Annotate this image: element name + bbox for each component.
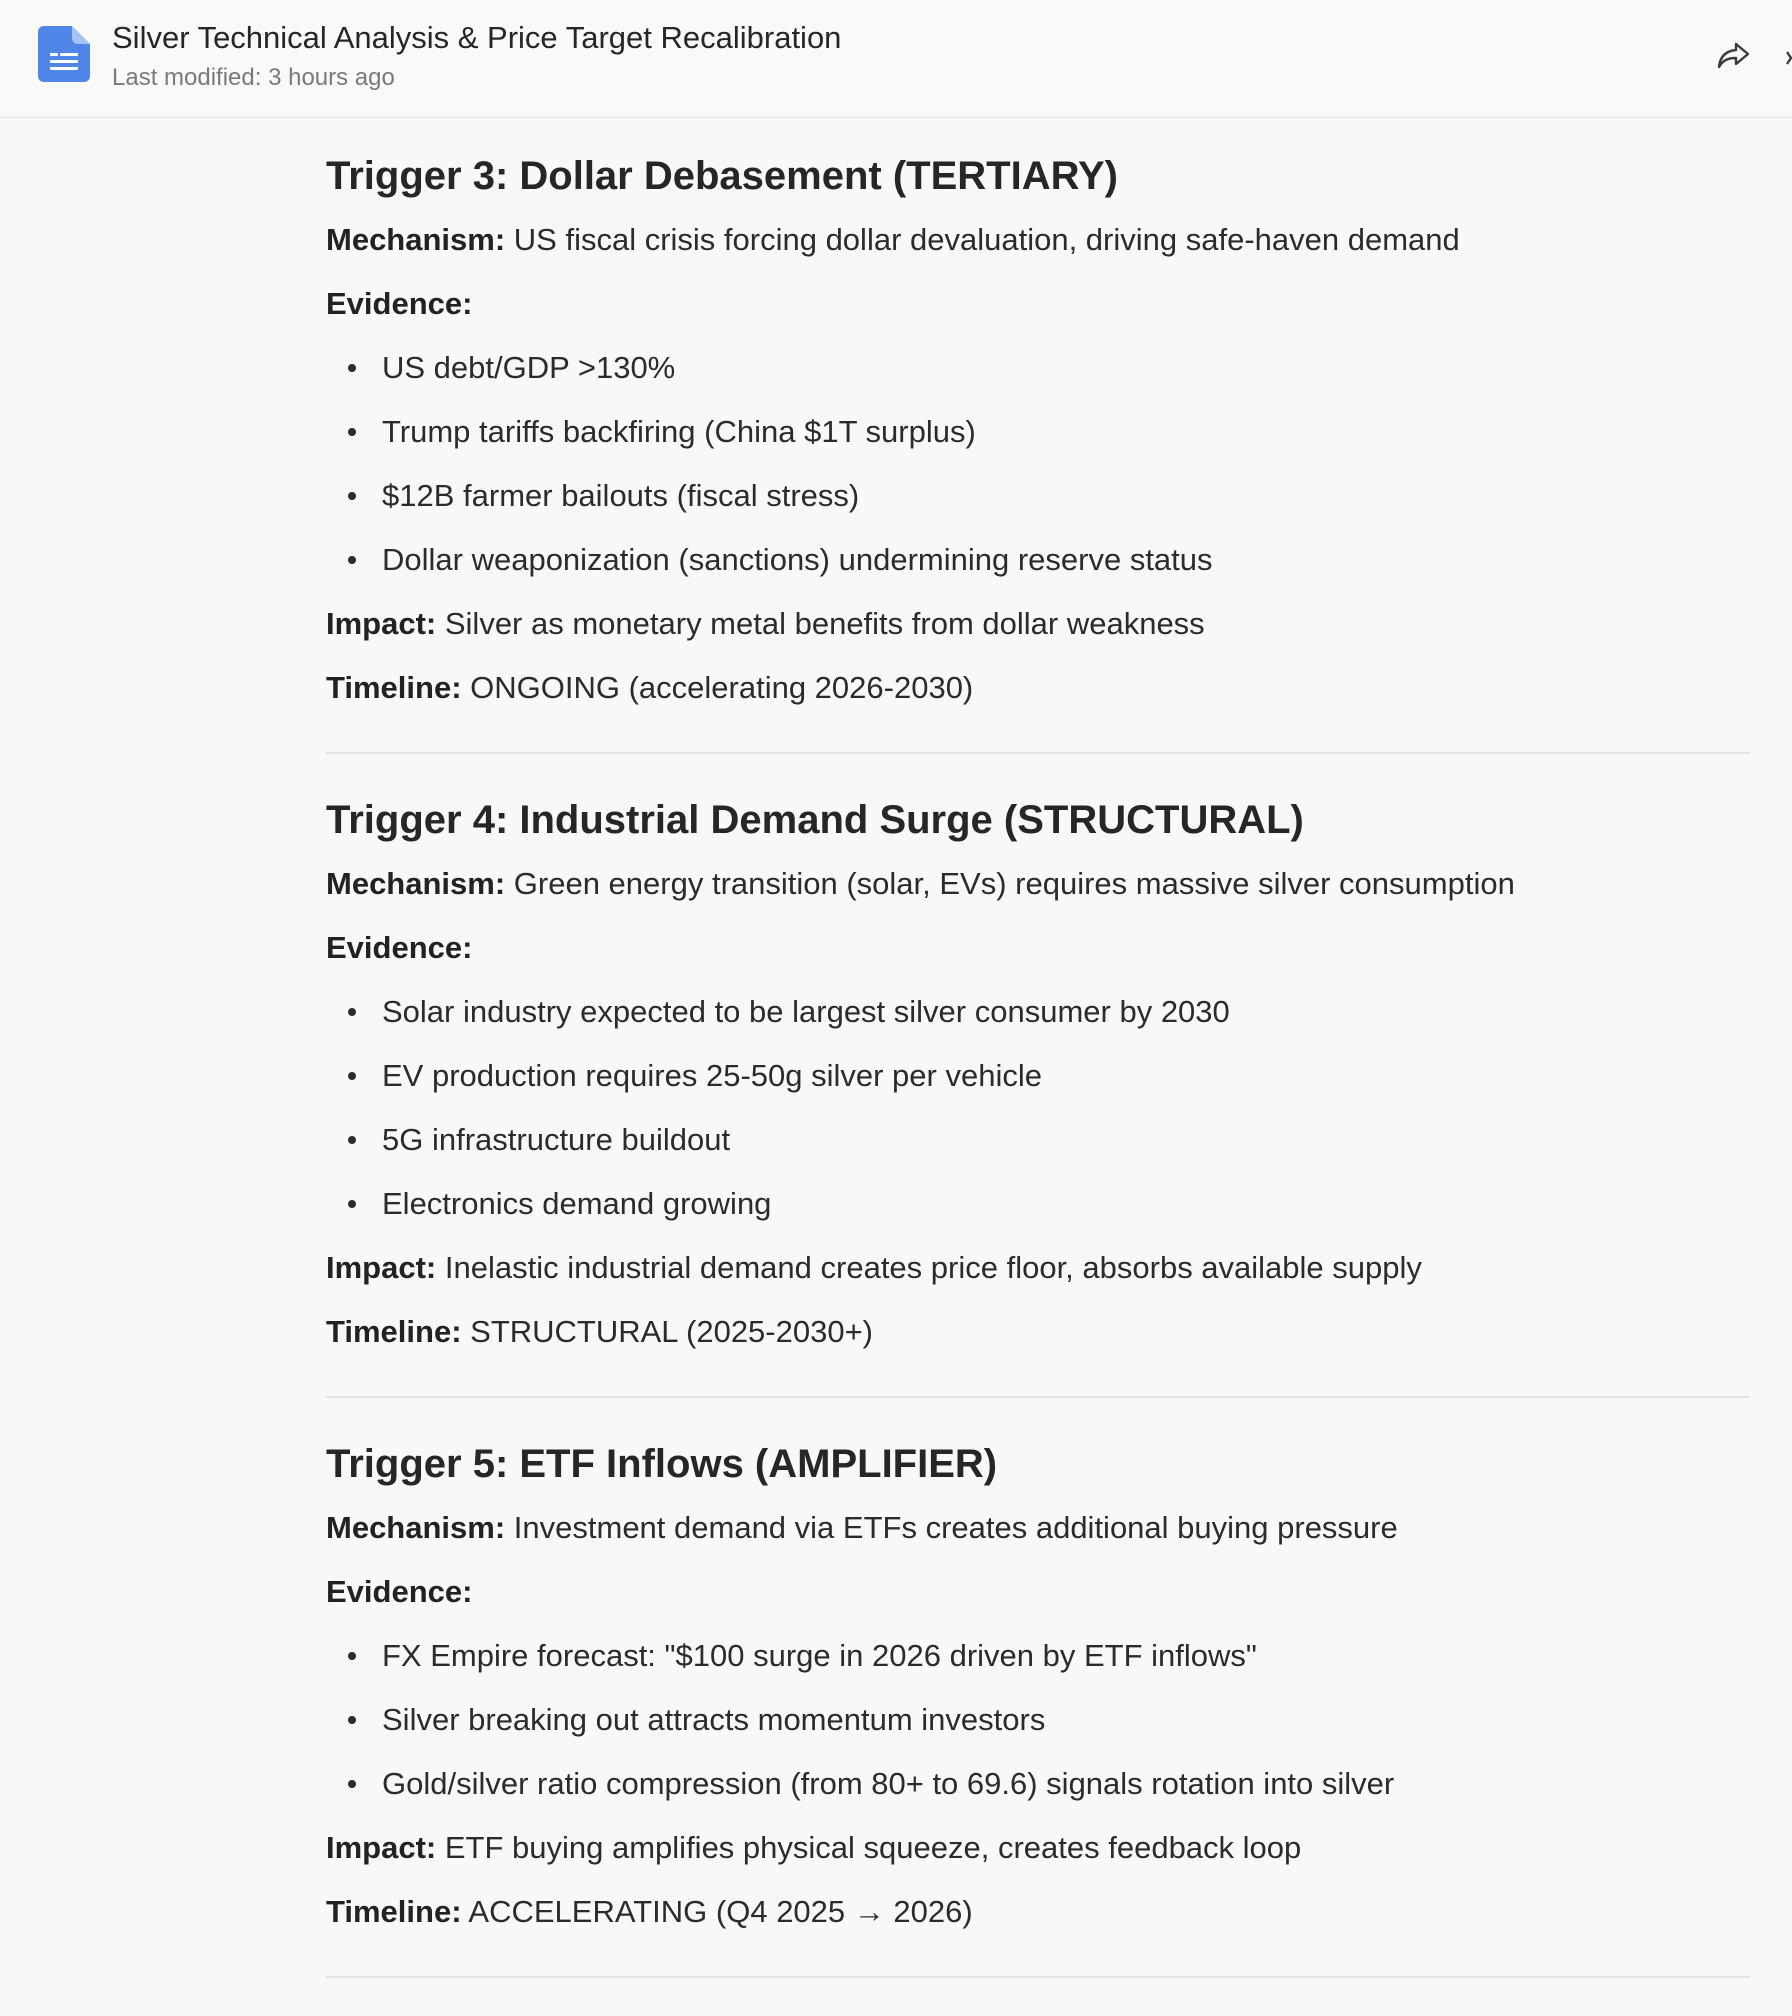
list-item: FX Empire forecast: "$100 surge in 2026 driven by ETF inflows" bbox=[326, 1634, 1750, 1678]
impact-text: Inelastic industrial demand creates price floor, absorbs available supply bbox=[436, 1250, 1422, 1285]
section-heading: Trigger 5: ETF Inflows (AMPLIFIER) bbox=[326, 1442, 998, 1486]
evidence-heading bbox=[326, 282, 1750, 326]
trigger-section bbox=[326, 792, 1750, 1398]
timeline-text: STRUCTURAL (2025-2030+) bbox=[461, 1314, 874, 1349]
document-icon bbox=[38, 26, 90, 82]
section-heading: Trigger 4: Industrial Demand Surge (STRUCTURAL) bbox=[326, 798, 1304, 842]
impact-paragraph bbox=[326, 1246, 1750, 1290]
last-modified-label: Last modified: 3 hours ago bbox=[112, 64, 395, 91]
impact-paragraph bbox=[326, 602, 1750, 646]
evidence-label: Evidence: bbox=[326, 1574, 473, 1609]
impact-label: Impact: bbox=[326, 606, 437, 641]
list-item: Solar industry expected to be largest silver consumer by 2030 bbox=[326, 990, 1750, 1034]
list-item: US debt/GDP >130% bbox=[326, 346, 1750, 390]
more-options-button[interactable] bbox=[1784, 48, 1792, 68]
impact-text: Silver as monetary metal benefits from dollar weakness bbox=[436, 606, 1205, 641]
evidence-list bbox=[326, 990, 1750, 1226]
list-item: 5G infrastructure buildout bbox=[326, 1118, 1750, 1162]
list-item: EV production requires 25-50g silver per vehicle bbox=[326, 1054, 1750, 1098]
section-heading: Trigger 3: Dollar Debasement (TERTIARY) bbox=[326, 154, 1118, 198]
list-item: $12B farmer bailouts (fiscal stress) bbox=[326, 474, 1750, 518]
mechanism-paragraph bbox=[326, 218, 1750, 262]
timeline-label: Timeline: bbox=[326, 1314, 462, 1349]
timeline-paragraph bbox=[326, 666, 1750, 710]
timeline-paragraph bbox=[326, 1890, 1750, 1934]
mechanism-label: Mechanism: bbox=[326, 222, 506, 257]
trigger-section bbox=[326, 148, 1750, 754]
list-item: Electronics demand growing bbox=[326, 1182, 1750, 1226]
list-item: Dollar weaponization (sanctions) undermining reserve status bbox=[326, 538, 1750, 582]
evidence-label: Evidence: bbox=[326, 286, 473, 321]
document-header bbox=[0, 0, 1792, 118]
impact-label: Impact: bbox=[326, 1250, 437, 1285]
impact-paragraph bbox=[326, 1826, 1750, 1870]
mechanism-text: US fiscal crisis forcing dollar devaluation, driving safe-haven demand bbox=[505, 222, 1460, 257]
document-title: Silver Technical Analysis & Price Target Recalibration bbox=[112, 20, 842, 55]
document-body bbox=[326, 118, 1750, 2016]
more-icon bbox=[1784, 48, 1792, 68]
evidence-list bbox=[326, 1634, 1750, 1806]
mechanism-paragraph bbox=[326, 862, 1750, 906]
list-item: Trump tariffs backfiring (China $1T surplus) bbox=[326, 410, 1750, 454]
timeline-label: Timeline: bbox=[326, 1894, 462, 1929]
list-item: Silver breaking out attracts momentum investors bbox=[326, 1698, 1750, 1742]
share-arrow-icon bbox=[1716, 40, 1752, 72]
evidence-heading bbox=[326, 1570, 1750, 1614]
timeline-paragraph bbox=[326, 1310, 1750, 1354]
impact-label: Impact: bbox=[326, 1830, 437, 1865]
mechanism-text: Investment demand via ETFs creates additional buying pressure bbox=[505, 1510, 1398, 1545]
share-button[interactable] bbox=[1712, 34, 1756, 78]
evidence-label: Evidence: bbox=[326, 930, 473, 965]
mechanism-label: Mechanism: bbox=[326, 866, 506, 901]
impact-text: ETF buying amplifies physical squeeze, creates feedback loop bbox=[436, 1830, 1302, 1865]
timeline-text: ACCELERATING (Q4 2025 → 2026) bbox=[461, 1894, 973, 1929]
list-item: Gold/silver ratio compression (from 80+ to 69.6) signals rotation into silver bbox=[326, 1762, 1750, 1806]
mechanism-text: Green energy transition (solar, EVs) requires massive silver consumption bbox=[505, 866, 1515, 901]
evidence-list bbox=[326, 346, 1750, 582]
timeline-label: Timeline: bbox=[326, 670, 462, 705]
mechanism-paragraph bbox=[326, 1506, 1750, 1550]
mechanism-label: Mechanism: bbox=[326, 1510, 506, 1545]
trigger-section bbox=[326, 1436, 1750, 1978]
timeline-text: ONGOING (accelerating 2026-2030) bbox=[461, 670, 974, 705]
evidence-heading bbox=[326, 926, 1750, 970]
